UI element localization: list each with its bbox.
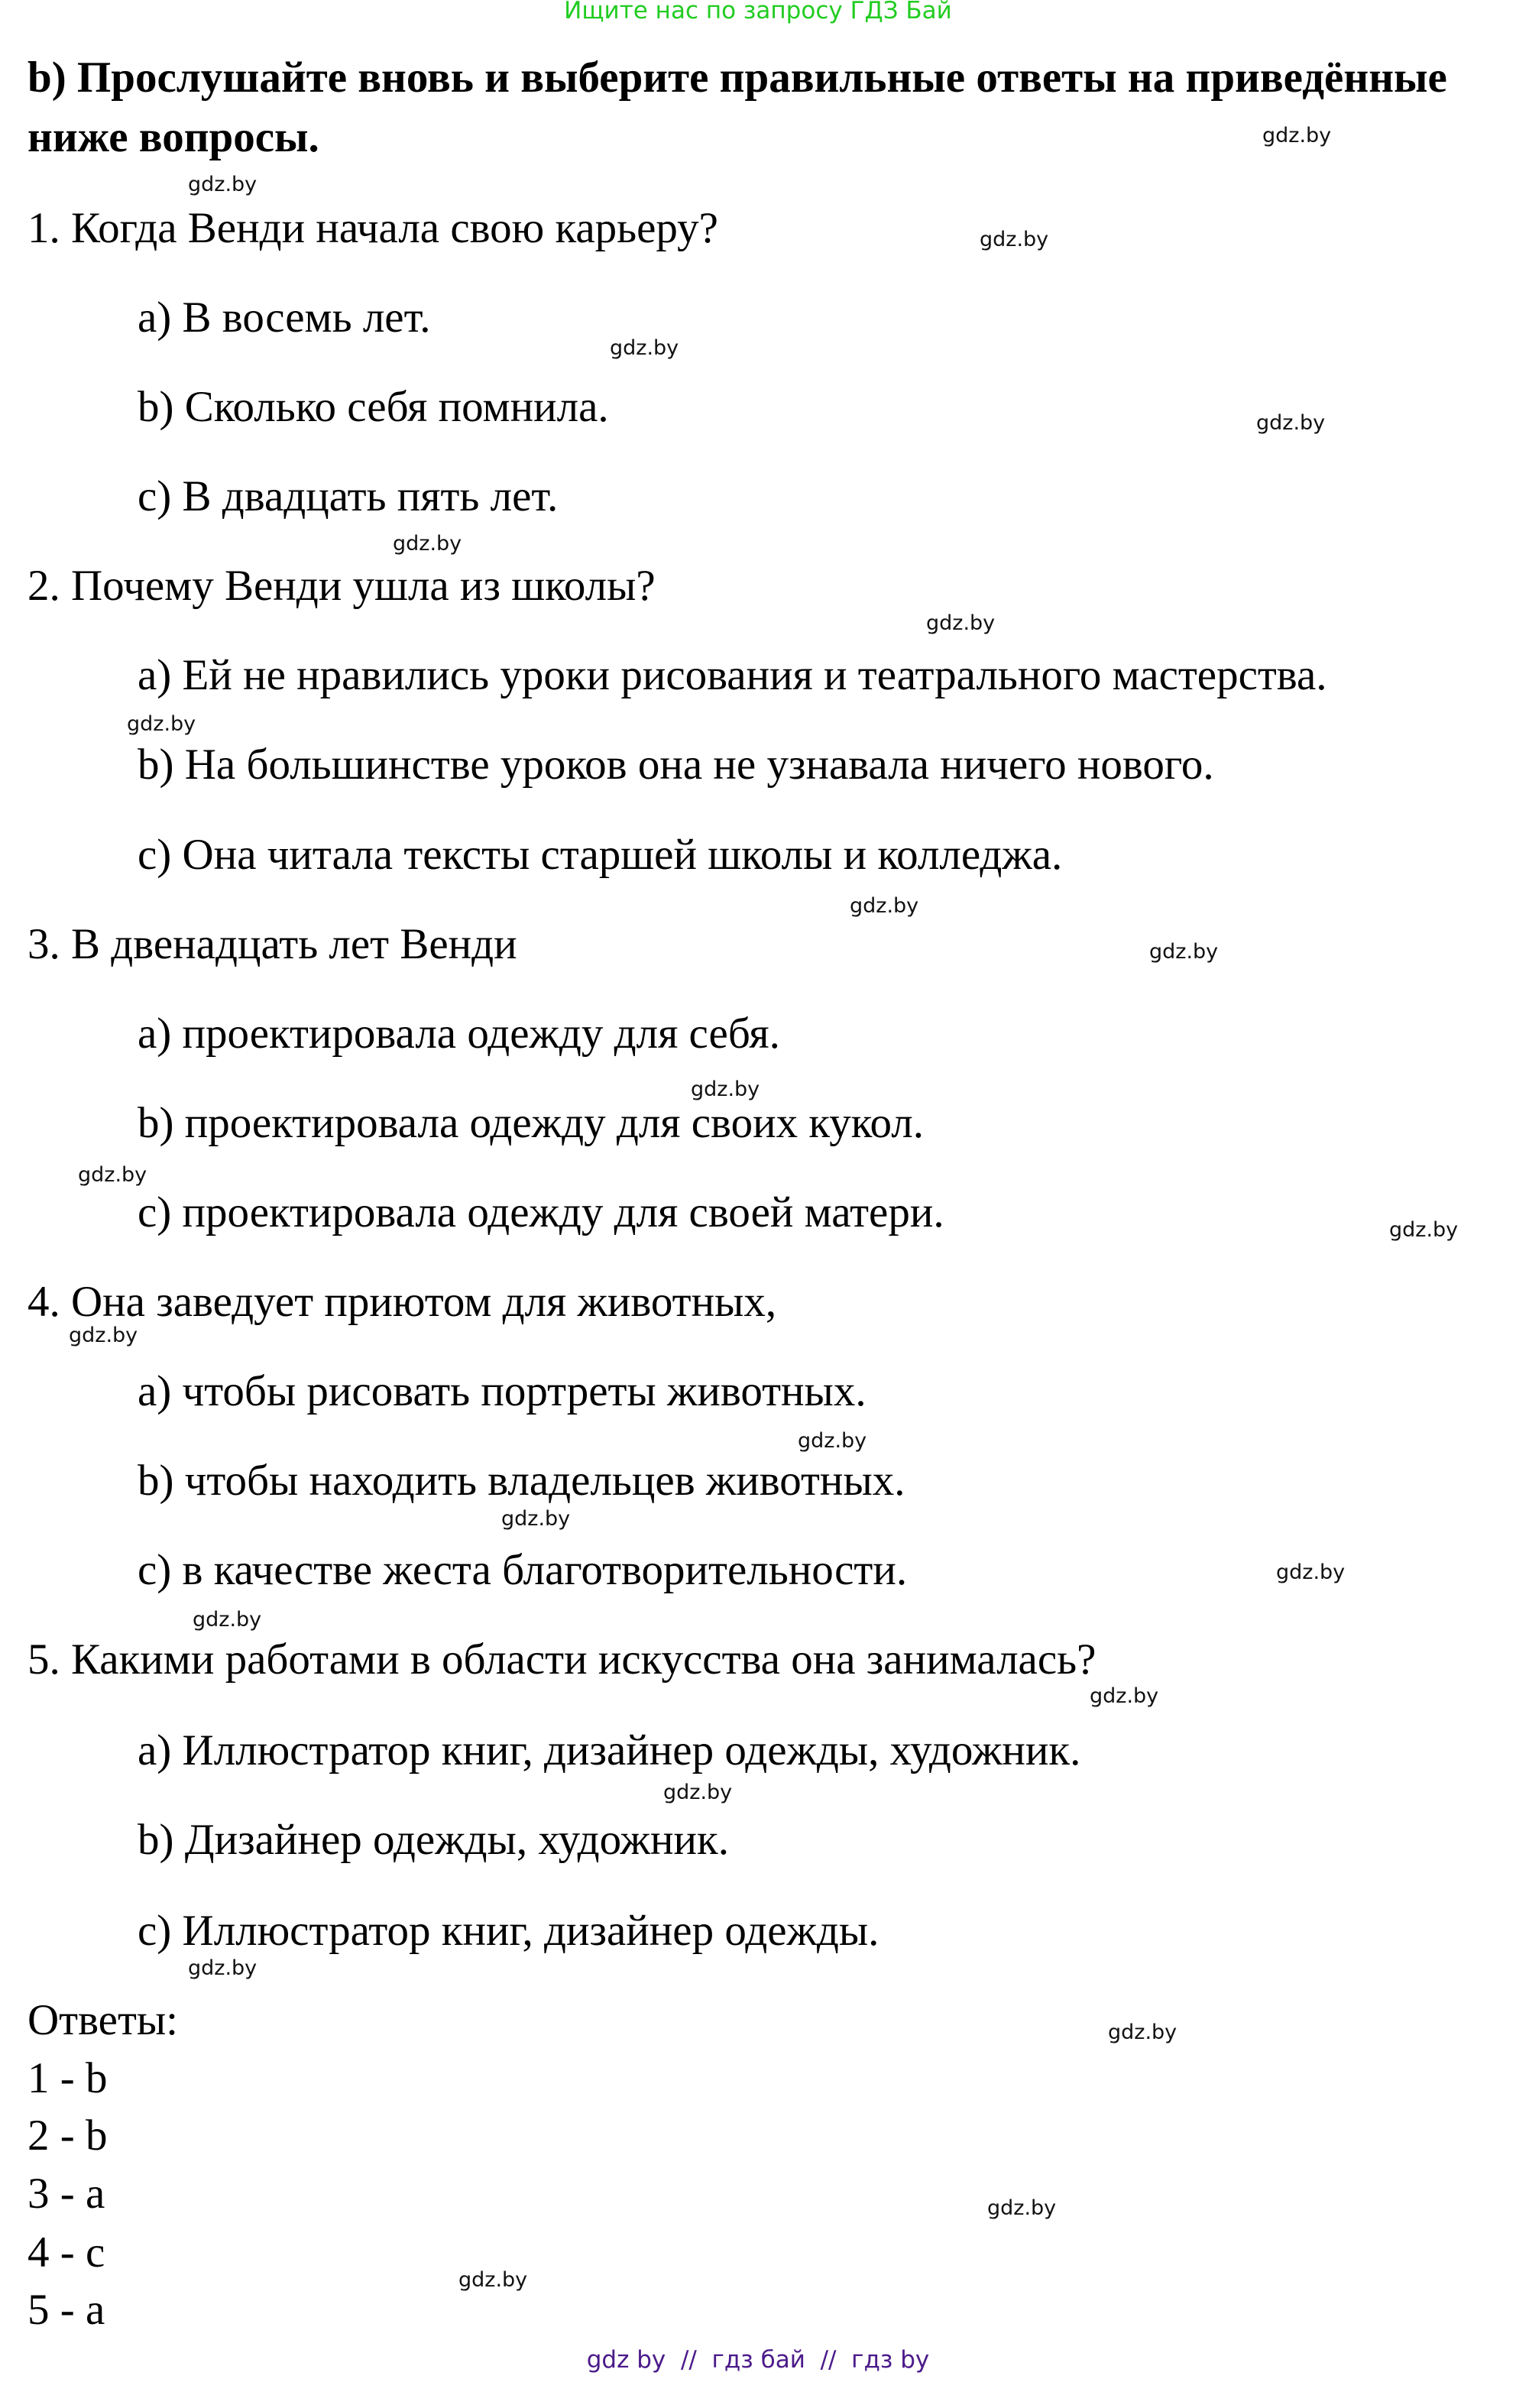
watermark: gdz.by [1262,124,1332,147]
search-hint-link[interactable]: Ищите нас по запросу ГДЗ Бай [564,0,952,24]
watermark: gdz.by [1256,411,1326,435]
footer-links[interactable]: gdz by // гдз бай // гдз by [586,2346,930,2374]
watermark: gdz.by [1149,940,1219,964]
q3-option-b: b) проектировала одежду для своих кукол. [138,1099,924,1147]
watermark: gdz.by [987,2196,1057,2220]
watermark: gdz.by [1389,1218,1459,1242]
question-1: 1. Когда Венди начала свою карьеру? [28,204,718,252]
watermark: gdz.by [458,2268,528,2292]
q2-option-c: c) Она читала тексты старшей школы и колледжа. [138,831,1063,879]
answers-heading: Ответы: [28,1996,178,2044]
watermark: gdz.by [850,894,919,918]
answer-2: 2 - b [28,2111,108,2160]
watermark: gdz.by [501,1507,571,1531]
answer-5: 5 - a [28,2286,105,2334]
watermark: gdz.by [393,532,462,556]
watermark: gdz.by [1108,2021,1177,2044]
watermark: gdz.by [691,1078,760,1101]
question-5: 5. Какими работами в области искусства она занималась? [28,1635,1097,1684]
question-3: 3. В двенадцать лет Венди [28,920,517,968]
watermark: gdz.by [127,712,196,736]
answer-1: 1 - b [28,2054,108,2102]
watermark: gdz.by [1090,1684,1159,1708]
watermark: gdz.by [193,1608,262,1632]
question-2: 2. Почему Венди ушла из школы? [28,562,656,610]
watermark: gdz.by [980,228,1049,251]
watermark: gdz.by [78,1163,147,1187]
q4-option-a: a) чтобы рисовать портреты животных. [138,1367,867,1415]
task-title-line1: b) Прослушайте вновь и выберите правильные ответы на приведённые [28,53,1447,102]
watermark: gdz.by [663,1781,733,1804]
q5-option-c: c) Иллюстратор книг, дизайнер одежды. [138,1907,879,1955]
answer-3: 3 - a [28,2170,105,2218]
q4-option-b: b) чтобы находить владельцев животных. [138,1457,905,1505]
q5-option-b: b) Дизайнер одежды, художник. [138,1816,729,1864]
q4-option-c: c) в качестве жеста благотворительности. [138,1546,908,1594]
watermark: gdz.by [926,611,996,635]
watermark: gdz.by [188,1956,258,1980]
watermark: gdz.by [798,1429,867,1453]
watermark: gdz.by [188,173,258,196]
watermark: gdz.by [610,336,679,360]
watermark: gdz.by [1276,1561,1346,1584]
q1-option-c: c) В двадцать пять лет. [138,472,559,520]
q3-option-c: c) проектировала одежду для своей матери. [138,1188,944,1236]
q2-option-a: a) Ей не нравились уроки рисования и театрального мастерства. [138,651,1327,699]
question-4: 4. Она заведует приютом для животных, [28,1278,777,1326]
q1-option-a: a) В восемь лет. [138,293,431,342]
q2-option-b: b) На большинстве уроков она не узнавала ничего нового. [138,741,1214,789]
watermark: gdz.by [69,1324,138,1347]
q5-option-a: a) Иллюстратор книг, дизайнер одежды, художник. [138,1726,1081,1774]
task-title-line2: ниже вопросы. [28,113,319,161]
q1-option-b: b) Сколько себя помнила. [138,383,609,431]
answer-4: 4 - c [28,2228,105,2277]
q3-option-a: a) проектировала одежду для себя. [138,1010,780,1058]
